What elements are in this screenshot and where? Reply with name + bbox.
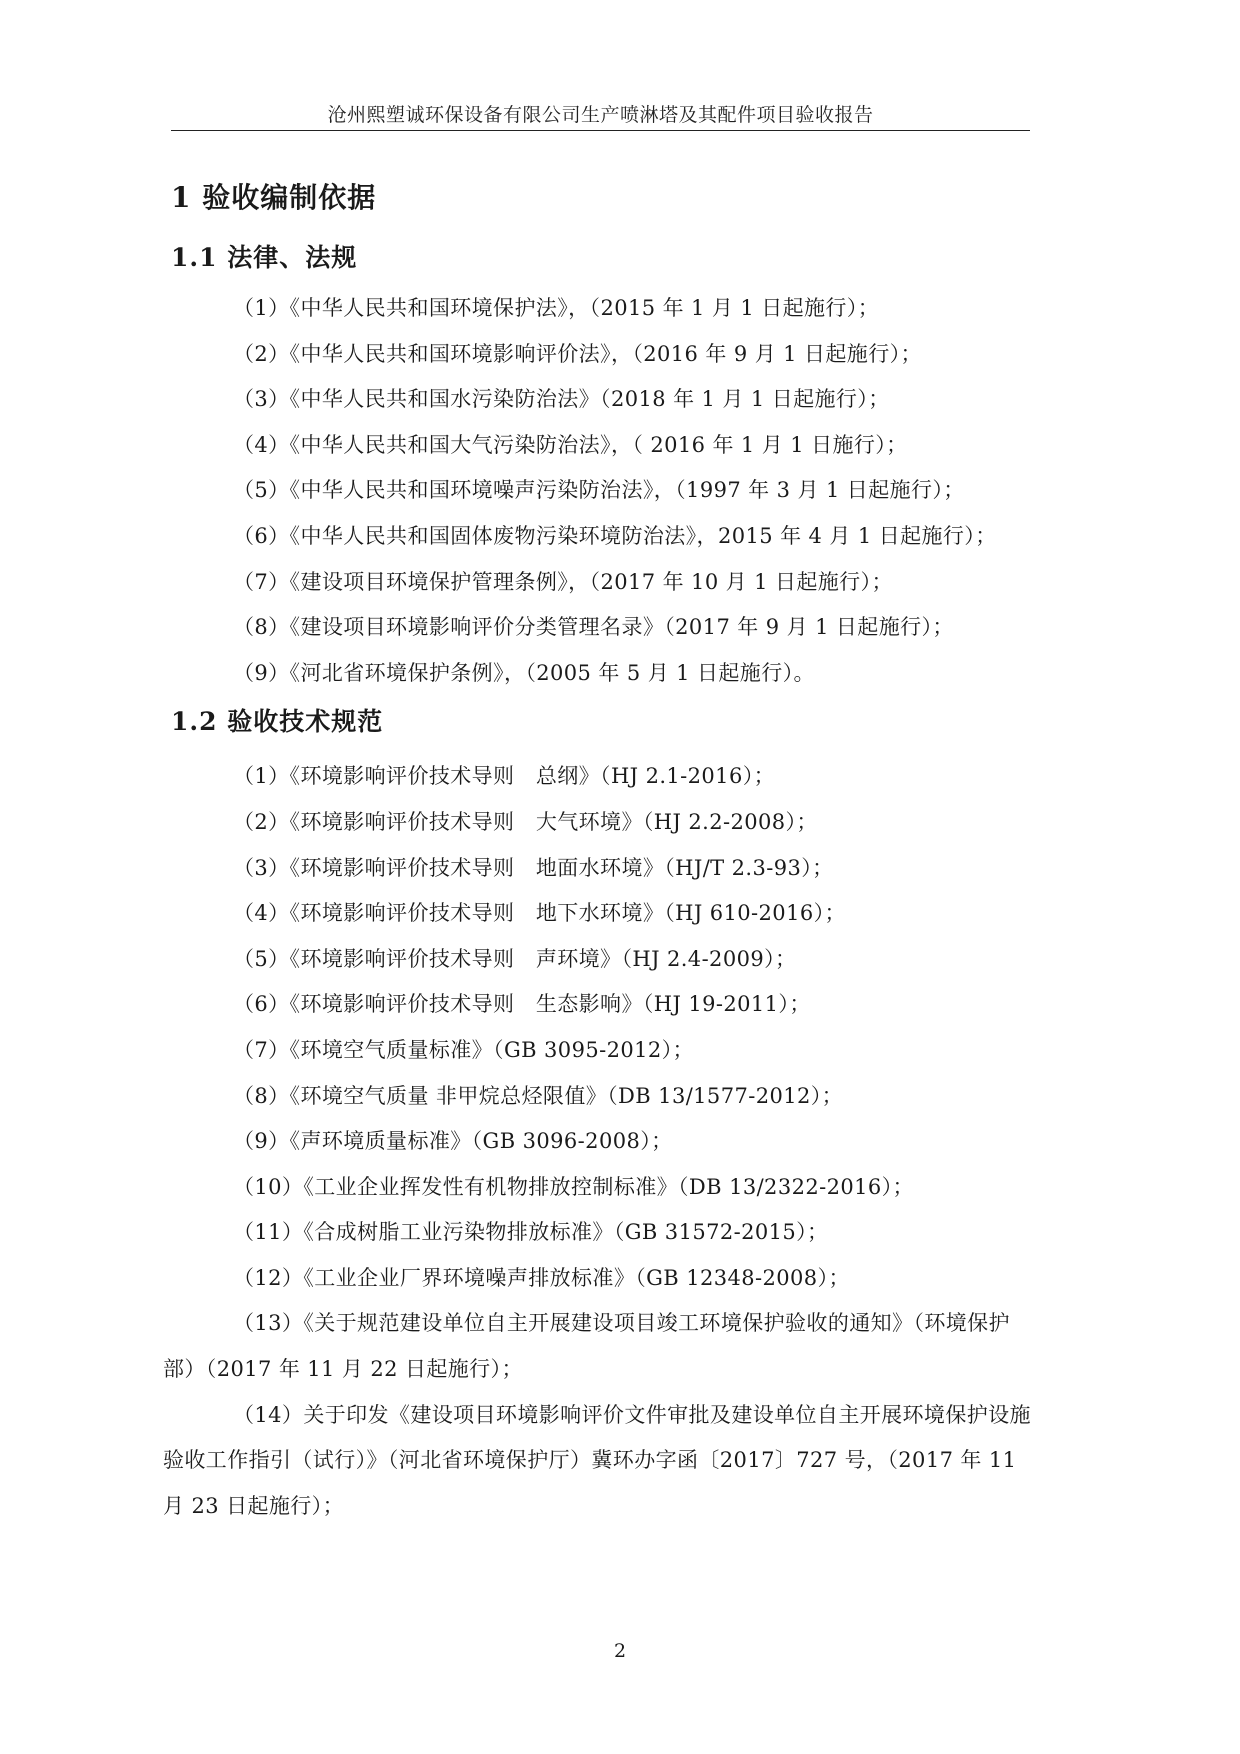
section-1-2-heading: 1.2 验收技术规范 bbox=[171, 707, 384, 737]
list-item: （5）《环境影响评价技术导则 声环境》（HJ 2.4-2009）； bbox=[233, 946, 797, 971]
section-1-heading: 1 验收编制依据 bbox=[171, 181, 377, 214]
list-item: （8）《环境空气质量 非甲烷总烃限值》（DB 13/1577-2012）； bbox=[233, 1083, 844, 1108]
list-item: （2）《中华人民共和国环境影响评价法》，（2016 年 9 月 1 日起施行）； bbox=[233, 341, 922, 366]
list-item: （8）《建设项目环境影响评价分类管理名录》（2017 年 9 月 1 日起施行）； bbox=[233, 615, 954, 640]
list-item: （6）《中华人民共和国固体废物污染环境防治法》，2015 年 4 月 1 日起施行）； bbox=[233, 523, 997, 548]
list-item: （14）关于印发《建设项目环境影响评价文件审批及建设单位自主开展环境保护设施验收工作指引（试行）》（河北省环境保护厅）冀环办字函〔2017〕727 号，（2017 年 11 月 23 日起施行）； bbox=[163, 1402, 1031, 1518]
page-content bbox=[163, 178, 1037, 1529]
list-item: （4）《环境影响评价技术导则 地下水环境》（HJ 610-2016）； bbox=[233, 901, 846, 926]
list-item: （3）《环境影响评价技术导则 地面水环境》（HJ/T 2.3-93）； bbox=[233, 855, 834, 880]
list-item: （6）《环境影响评价技术导则 生态影响》（HJ 19-2011）； bbox=[233, 992, 811, 1017]
list-item: （9）《声环境质量标准》（GB 3096-2008）； bbox=[233, 1129, 673, 1154]
list-item: （3）《中华人民共和国水污染防治法》（2018 年 1 月 1 日起施行）； bbox=[233, 387, 890, 412]
page-header: 沧州熙塑诚环保设备有限公司生产喷淋塔及其配件项目验收报告 bbox=[327, 104, 874, 126]
list-item: （1）《中华人民共和国环境保护法》，（2015 年 1 月 1 日起施行）； bbox=[233, 296, 880, 320]
list-item: （7）《建设项目环境保护管理条例》，（2017 年 10 月 1 日起施行）； bbox=[233, 569, 893, 594]
list-item: （2）《环境影响评价技术导则 大气环境》（HJ 2.2-2008）； bbox=[233, 809, 818, 834]
list-item: （11）《合成树脂工业污染物排放标准》（GB 31572-2015）； bbox=[233, 1220, 829, 1245]
page-number: 2 bbox=[613, 1640, 627, 1662]
laws-list bbox=[163, 286, 1037, 696]
list-item: （13）《关于规范建设单位自主开展建设项目竣工环境保护验收的通知》（环境保护部）（2017 年 11 月 22 日起施行）； bbox=[163, 1311, 1010, 1382]
list-item: （12）《工业企业厂界环境噪声排放标准》（GB 12348-2008）； bbox=[233, 1265, 850, 1290]
list-item: （9）《河北省环境保护条例》，（2005 年 5 月 1 日起施行）。 bbox=[233, 660, 815, 685]
list-item: （1）《环境影响评价技术导则 总纲》（HJ 2.1-2016）； bbox=[233, 764, 776, 789]
list-item: （4）《中华人民共和国大气污染防治法》，（ 2016 年 1 月 1 日施行）； bbox=[233, 432, 908, 457]
header-rule bbox=[171, 130, 1030, 131]
section-1-1-heading: 1.1 法律、法规 bbox=[171, 243, 358, 272]
standards-list bbox=[163, 754, 1037, 1529]
list-item: （5）《中华人民共和国环境噪声污染防治法》，（1997 年 3 月 1 日起施行）； bbox=[233, 478, 965, 503]
list-item: （7）《环境空气质量标准》（GB 3095-2012）； bbox=[233, 1037, 694, 1062]
list-item: （10）《工业企业挥发性有机物排放控制标准》（DB 13/2322-2016）； bbox=[233, 1174, 914, 1199]
